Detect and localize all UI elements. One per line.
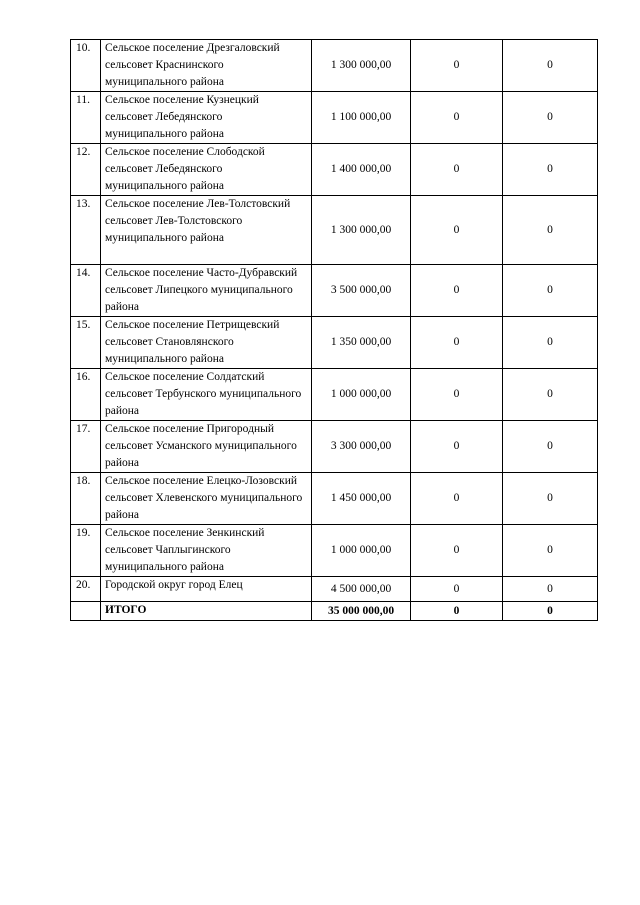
table-body bbox=[71, 40, 598, 621]
row-number: 13. bbox=[71, 196, 101, 265]
value-cell: 0 bbox=[503, 577, 598, 602]
row-number: 18. bbox=[71, 473, 101, 525]
row-number: 12. bbox=[71, 144, 101, 196]
amount-cell: 4 500 000,00 bbox=[312, 577, 411, 602]
settlement-name: Сельское поселение Солдатский сельсовет Тербунского муниципального района bbox=[101, 369, 312, 421]
value-cell: 0 bbox=[503, 421, 598, 473]
value-cell: 0 bbox=[503, 369, 598, 421]
value-cell: 0 bbox=[411, 144, 503, 196]
total-value-cell: 0 bbox=[503, 602, 598, 621]
settlement-name: Городской округ город Елец bbox=[101, 577, 312, 602]
value-cell: 0 bbox=[411, 369, 503, 421]
amount-cell: 3 500 000,00 bbox=[312, 265, 411, 317]
value-cell: 0 bbox=[411, 577, 503, 602]
total-row bbox=[71, 602, 598, 621]
value-cell: 0 bbox=[411, 265, 503, 317]
amount-cell: 1 000 000,00 bbox=[312, 369, 411, 421]
amount-cell: 1 100 000,00 bbox=[312, 92, 411, 144]
row-number: 10. bbox=[71, 40, 101, 92]
value-cell: 0 bbox=[411, 525, 503, 577]
table-row bbox=[71, 196, 598, 265]
amount-cell: 1 350 000,00 bbox=[312, 317, 411, 369]
value-cell: 0 bbox=[503, 92, 598, 144]
amount-cell: 1 450 000,00 bbox=[312, 473, 411, 525]
settlement-name: Сельское поселение Пригородный сельсовет Усманского муниципального района bbox=[101, 421, 312, 473]
distribution-table bbox=[70, 39, 598, 621]
settlement-name: Сельское поселение Дрезгаловский сельсовет Краснинского муниципального района bbox=[101, 40, 312, 92]
amount-cell: 1 000 000,00 bbox=[312, 525, 411, 577]
settlement-name: Сельское поселение Петрищевский сельсовет Становлянского муниципального района bbox=[101, 317, 312, 369]
settlement-name: Сельское поселение Зенкинский сельсовет Чаплыгинского муниципального района bbox=[101, 525, 312, 577]
total-value-cell: 0 bbox=[411, 602, 503, 621]
table-row bbox=[71, 421, 598, 473]
table-row bbox=[71, 92, 598, 144]
value-cell: 0 bbox=[411, 317, 503, 369]
table-row bbox=[71, 40, 598, 92]
row-number: 14. bbox=[71, 265, 101, 317]
total-amount: 35 000 000,00 bbox=[312, 602, 411, 621]
table-row bbox=[71, 317, 598, 369]
amount-cell: 1 400 000,00 bbox=[312, 144, 411, 196]
row-number: 16. bbox=[71, 369, 101, 421]
table-row bbox=[71, 577, 598, 602]
value-cell: 0 bbox=[503, 473, 598, 525]
table-row bbox=[71, 144, 598, 196]
settlement-name: Сельское поселение Часто-Дубравский сельсовет Липецкого муниципального района bbox=[101, 265, 312, 317]
value-cell: 0 bbox=[411, 421, 503, 473]
amount-cell: 3 300 000,00 bbox=[312, 421, 411, 473]
value-cell: 0 bbox=[411, 92, 503, 144]
value-cell: 0 bbox=[503, 265, 598, 317]
row-number: 15. bbox=[71, 317, 101, 369]
row-number: 20. bbox=[71, 577, 101, 602]
settlement-name: Сельское поселение Лев-Толстовский сельсовет Лев-Толстовского муниципального района bbox=[101, 196, 312, 265]
row-number: 17. bbox=[71, 421, 101, 473]
value-cell: 0 bbox=[411, 196, 503, 265]
table-row bbox=[71, 369, 598, 421]
row-number: 11. bbox=[71, 92, 101, 144]
settlement-name: Сельское поселение Слободской сельсовет Лебедянского муниципального района bbox=[101, 144, 312, 196]
value-cell: 0 bbox=[503, 525, 598, 577]
settlement-name: Сельское поселение Кузнецкий сельсовет Лебедянского муниципального района bbox=[101, 92, 312, 144]
table-row bbox=[71, 265, 598, 317]
value-cell: 0 bbox=[411, 40, 503, 92]
amount-cell: 1 300 000,00 bbox=[312, 196, 411, 265]
row-number bbox=[71, 602, 101, 621]
value-cell: 0 bbox=[503, 317, 598, 369]
value-cell: 0 bbox=[503, 40, 598, 92]
row-number: 19. bbox=[71, 525, 101, 577]
value-cell: 0 bbox=[411, 473, 503, 525]
value-cell: 0 bbox=[503, 144, 598, 196]
amount-cell: 1 300 000,00 bbox=[312, 40, 411, 92]
value-cell: 0 bbox=[503, 196, 598, 265]
table-row bbox=[71, 525, 598, 577]
total-label: ИТОГО bbox=[101, 602, 312, 621]
settlement-name: Сельское поселение Елецко-Лозовский сельсовет Хлевенского муниципального района bbox=[101, 473, 312, 525]
table-row bbox=[71, 473, 598, 525]
